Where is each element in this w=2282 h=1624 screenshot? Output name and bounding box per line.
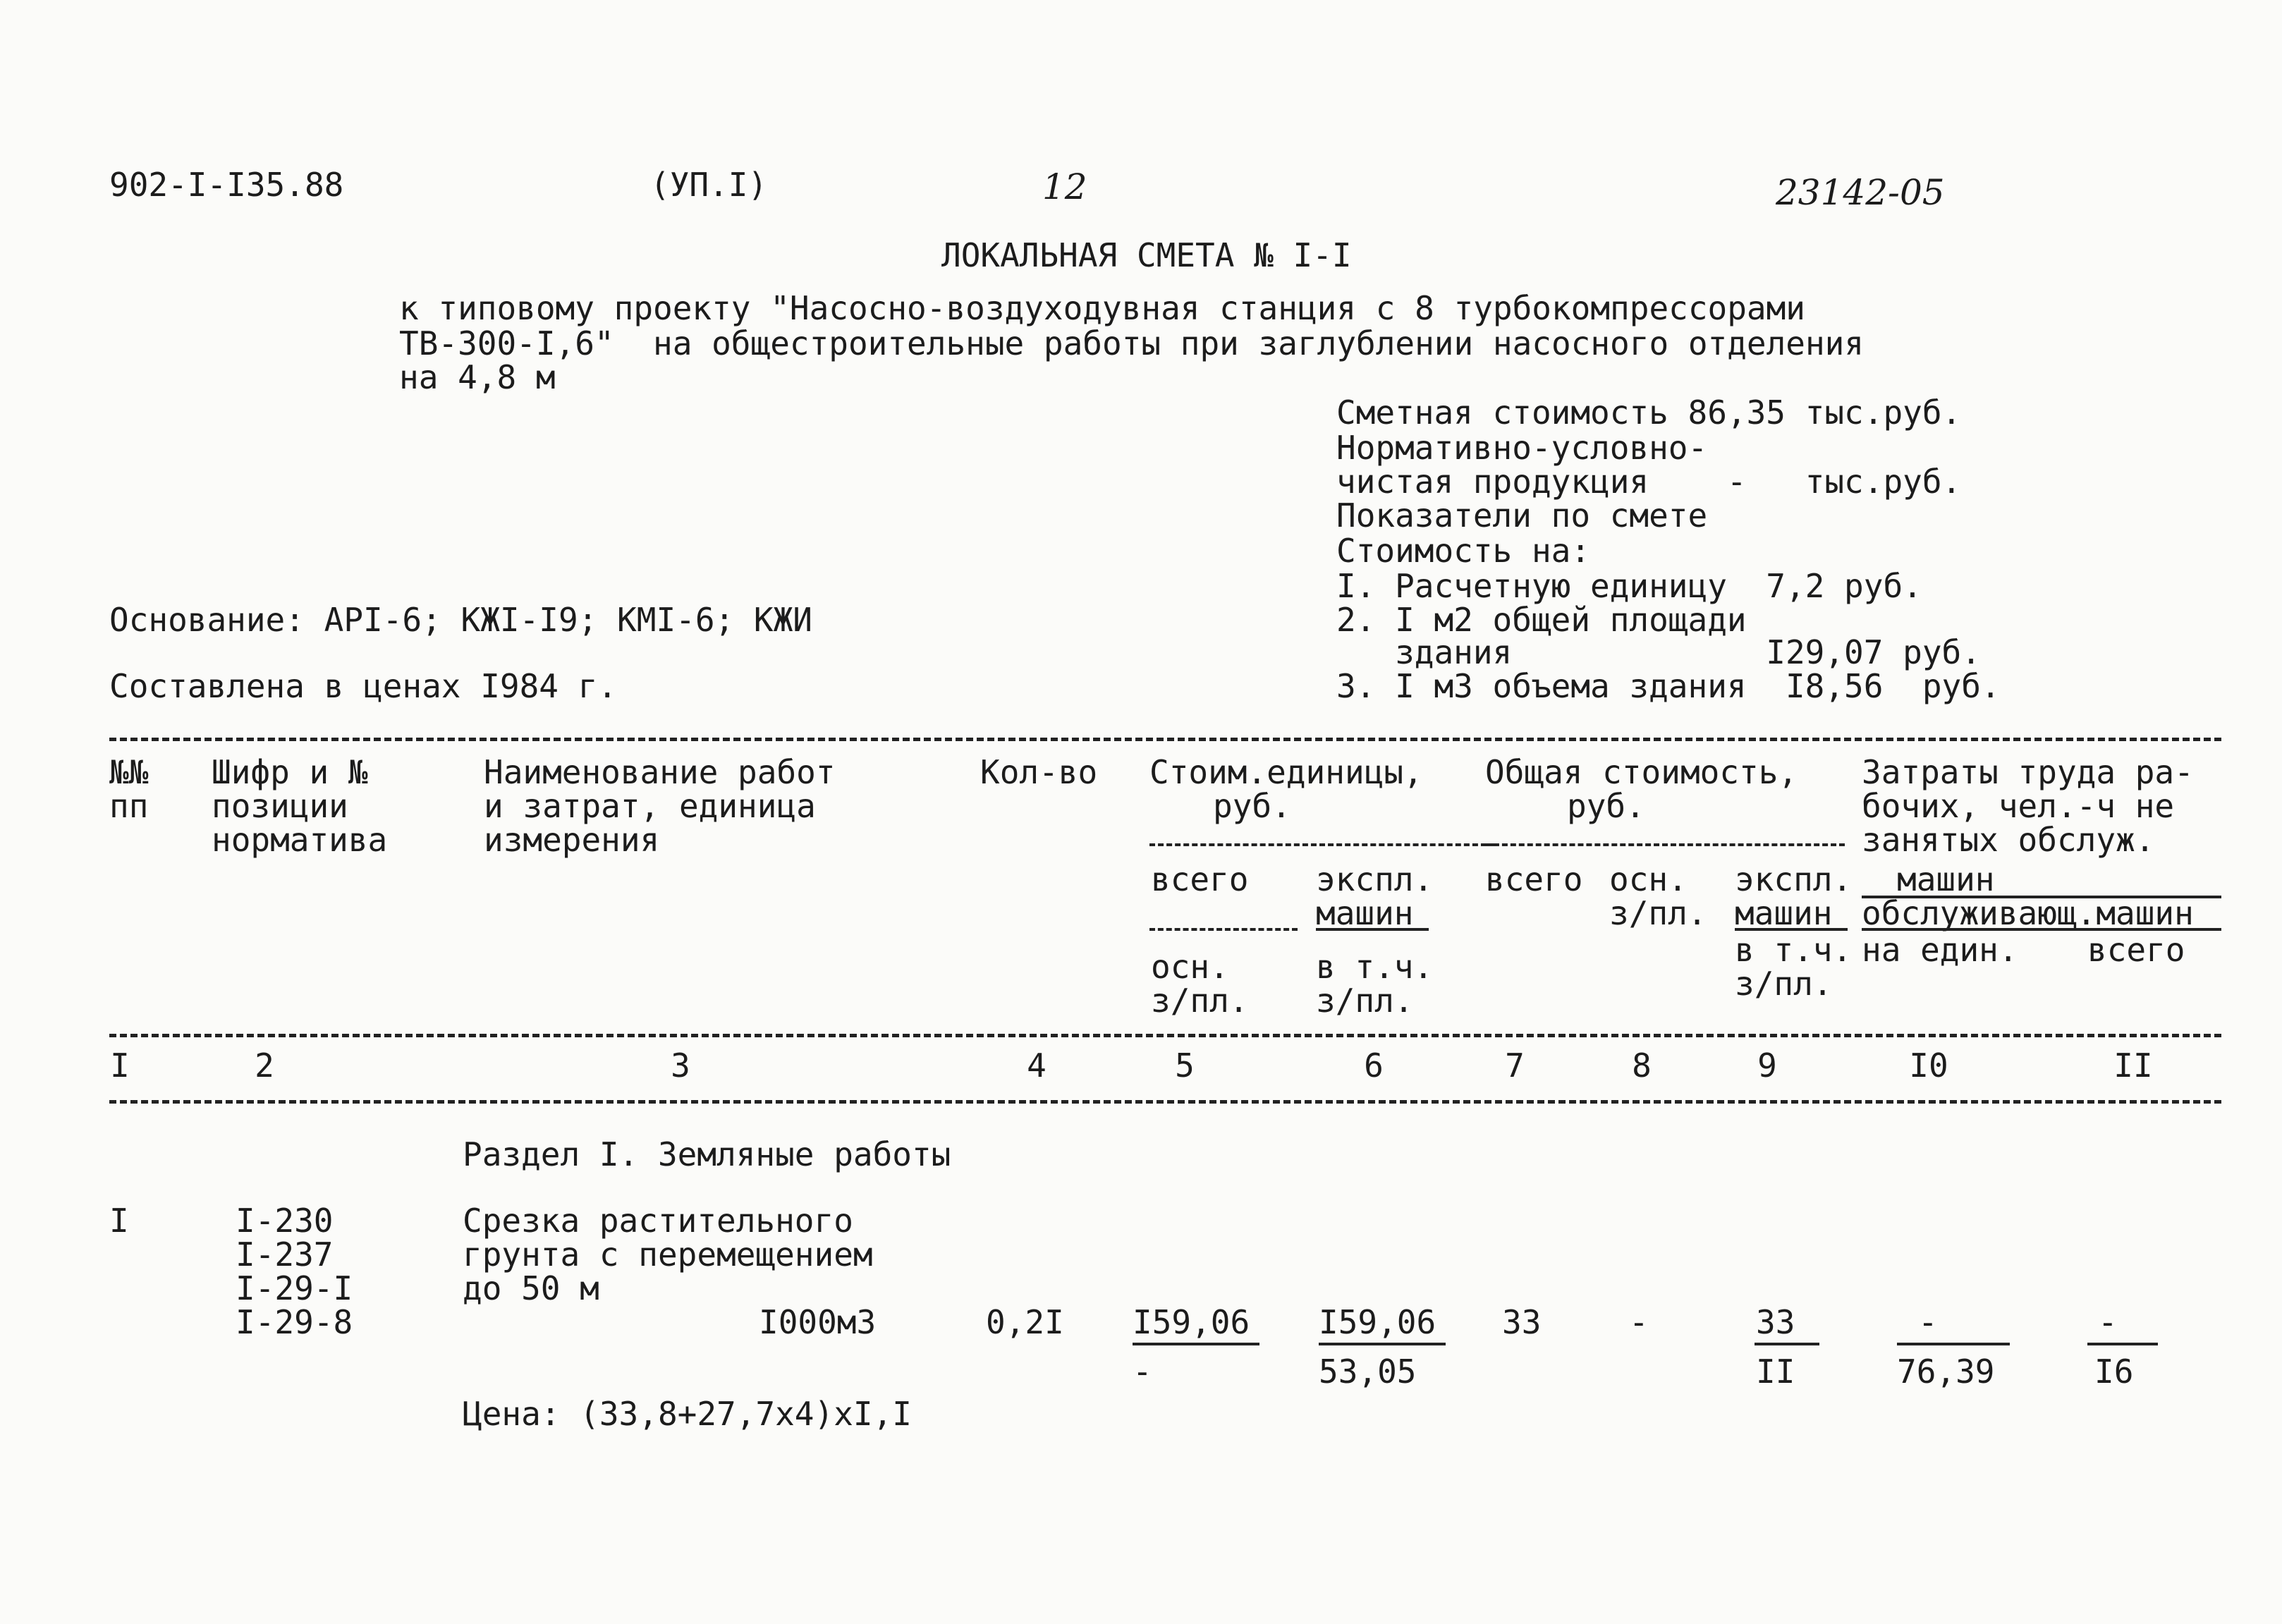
col3-head: и затрат, единица — [484, 787, 816, 825]
col-number: 7 — [1505, 1046, 1525, 1085]
col11-head: всего — [2087, 931, 2185, 969]
col-number: 8 — [1632, 1046, 1652, 1085]
col6-head: экспл. — [1316, 860, 1434, 898]
col-number: 5 — [1175, 1046, 1195, 1085]
col9-head: з/пл. — [1735, 965, 1833, 1003]
page-number: 12 — [1042, 166, 1087, 207]
row-c5-underline — [1133, 1343, 1259, 1345]
row-name: до 50 м — [463, 1269, 599, 1307]
col-number: 2 — [255, 1046, 274, 1085]
row-c5-bottom: - — [1133, 1353, 1152, 1391]
row-c5-top: I59,06 — [1133, 1303, 1250, 1341]
col5-rule — [1149, 928, 1298, 931]
row-name: Срезка растительного — [463, 1202, 853, 1240]
row-code: I-29-I — [236, 1269, 353, 1307]
col6-head: в т.ч. — [1316, 948, 1434, 986]
col-number: I — [110, 1046, 130, 1085]
row-c10-top: - — [1918, 1303, 1938, 1341]
header-bottom-rule — [109, 1034, 2221, 1037]
col7-head: всего — [1485, 860, 1583, 898]
inventory-number: 23142-05 — [1776, 172, 1945, 213]
col6-underline — [1316, 928, 1429, 931]
summary-line: чистая продукция - тыс.руб. — [1336, 463, 1962, 501]
col5-head: з/пл. — [1151, 982, 1249, 1020]
row-c11-underline — [2087, 1343, 2158, 1345]
col56-head: Стоим.единицы, — [1149, 753, 1423, 791]
col10-head: на един. — [1862, 931, 2018, 969]
col1011-head: Затраты труда ра- — [1862, 753, 2194, 791]
summary-line: 2. I м2 общей площади — [1336, 601, 1747, 639]
row-c6-top: I59,06 — [1319, 1303, 1436, 1341]
col-number: 4 — [1027, 1046, 1047, 1085]
row-c7: 33 — [1502, 1303, 1542, 1341]
row-unit: I000м3 — [759, 1303, 877, 1341]
row-c10-underline — [1897, 1343, 2010, 1345]
col9-head: в т.ч. — [1735, 931, 1853, 969]
row-price-formula: Цена: (33,8+27,7x4)xI,I — [463, 1395, 912, 1433]
row-code: I-230 — [236, 1202, 334, 1240]
col9-head: экспл. — [1735, 860, 1853, 898]
summary-line: 3. I м3 объема здания I8,56 руб. — [1336, 667, 2001, 705]
numbers-bottom-rule — [109, 1100, 2221, 1104]
col2-head: позиции — [212, 787, 348, 825]
subtitle-line-3: на 4,8 м — [399, 358, 556, 396]
col8-head: осн. — [1609, 860, 1688, 898]
summary-line: Показатели по смете — [1336, 496, 1708, 535]
row-c6-bottom: 53,05 — [1319, 1353, 1417, 1391]
col-number: 6 — [1364, 1046, 1384, 1085]
col5-head: всего — [1151, 860, 1249, 898]
col2-head: норматива — [212, 821, 388, 859]
row-c9-bottom: II — [1756, 1353, 1795, 1391]
col6-head: з/пл. — [1316, 982, 1414, 1020]
row-c9-top: 33 — [1756, 1303, 1795, 1341]
col1011-head: занятых обслуж. — [1862, 821, 2155, 859]
row-c8: - — [1629, 1303, 1649, 1341]
basis-line: Основание: АРI-6; КЖI-I9; КМI-6; КЖИ — [109, 601, 812, 639]
col9-head: машин — [1735, 894, 1833, 932]
row-c6-underline — [1319, 1343, 1446, 1345]
col1011-head: бочих, чел.-ч не — [1862, 787, 2175, 825]
row-code: I-237 — [236, 1235, 334, 1274]
col56-head: руб. — [1213, 787, 1291, 825]
summary-line: здания I29,07 руб. — [1336, 633, 1981, 671]
subtitle-line-1: к типовому проекту "Насосно-воздуходувная станция с 8 турбокомпрессорами — [399, 289, 1805, 327]
col8-head: з/пл. — [1609, 894, 1707, 932]
col4-head: Кол-во — [980, 753, 1098, 791]
col3-head: измерения — [484, 821, 660, 859]
col79-head: Общая стоимость, — [1485, 753, 1798, 791]
summary-line: Сметная стоимость 86,35 тыс.руб. — [1336, 393, 1962, 432]
summary-line: Стоимость на: — [1336, 532, 1591, 570]
section-title: Раздел I. Земляные работы — [463, 1135, 951, 1173]
album-label: (УП.I) — [650, 166, 768, 204]
col56-rule — [1149, 843, 1495, 846]
col6-head: машин — [1316, 894, 1414, 932]
col-number: 3 — [671, 1046, 690, 1085]
col1-head: №№ — [109, 753, 149, 791]
document-code: 902-I-I35.88 — [109, 166, 344, 204]
document-title: ЛОКАЛЬНАЯ СМЕТА № I-I — [941, 236, 1352, 274]
row-qty: 0,2I — [986, 1303, 1064, 1341]
summary-line: I. Расчетную единицу 7,2 руб. — [1336, 567, 1922, 605]
summary-line: Нормативно-условно- — [1336, 429, 1708, 467]
col-number: II — [2113, 1046, 2153, 1085]
col79-rule — [1485, 843, 1845, 846]
row-c10-bottom: 76,39 — [1897, 1353, 1995, 1391]
row-c9-underline — [1755, 1343, 1819, 1345]
col1-head: пп — [109, 787, 149, 825]
col79-head: руб. — [1567, 787, 1645, 825]
row-c11-bottom: I6 — [2094, 1353, 2134, 1391]
col1011-head: обслуживающ.машин — [1862, 894, 2194, 932]
col-number: 9 — [1757, 1046, 1777, 1085]
col5-head: осн. — [1151, 948, 1229, 986]
subtitle-line-2: ТВ-300-I,6" на общестроительные работы при заглублении насосного отделения — [399, 324, 1865, 362]
prices-line: Составлена в ценах I984 г. — [109, 667, 618, 705]
row-code: I-29-8 — [236, 1303, 353, 1341]
table-top-rule — [109, 738, 2221, 741]
row-c11-top: - — [2098, 1303, 2118, 1341]
col1011-head: машин — [1897, 860, 1995, 898]
col-number: I0 — [1909, 1046, 1948, 1085]
col3-head: Наименование работ — [484, 753, 836, 791]
col2-head: Шифр и № — [212, 753, 368, 791]
row-number: I — [109, 1202, 129, 1240]
row-name: грунта с перемещением — [463, 1235, 873, 1274]
